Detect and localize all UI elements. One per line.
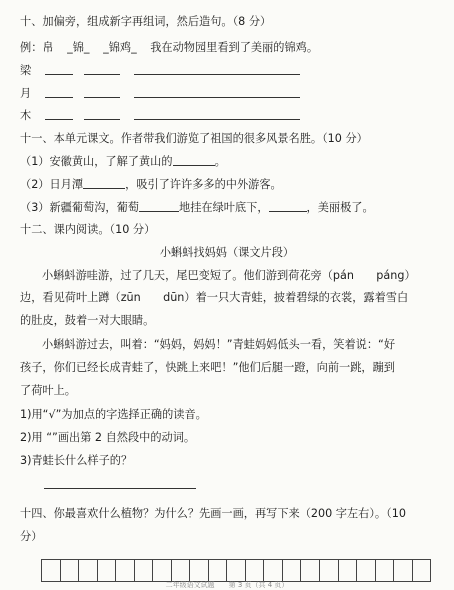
answer-blank[interactable] [45, 86, 73, 98]
answer-blank[interactable] [45, 108, 73, 120]
page-footer: 二年级语文试题 第 3 页（共 4 页） [165, 581, 289, 589]
writing-cell[interactable] [172, 560, 191, 581]
sub-question-1: 1)用“√”为加点的字选择正确的读音。 [20, 408, 207, 421]
q11-item-2 [20, 177, 282, 192]
passage-title: 小蝌蚪找妈妈（课文片段） [159, 246, 295, 259]
q10-char: 梁 [20, 64, 32, 77]
writing-cell[interactable] [209, 560, 228, 581]
q11-item-3-mid: 地挂在绿叶底下， [179, 201, 269, 214]
answer-blank[interactable] [84, 86, 120, 98]
passage-line: 的肚皮，鼓着一对大眼睛。 [20, 314, 155, 327]
writing-cell[interactable] [394, 560, 413, 581]
q10-example-blank2: _锦鸡_ [103, 41, 137, 54]
writing-cell[interactable] [283, 560, 302, 581]
q10-row-2 [20, 86, 300, 101]
answer-blank[interactable] [134, 86, 300, 98]
answer-line[interactable] [44, 488, 196, 489]
q12-title: 十二、课内阅读。（10 分） [20, 223, 156, 236]
writing-cell[interactable] [357, 560, 376, 581]
q14-title-line-2: 分） [20, 530, 43, 543]
sub-question-3: 3)青蛙长什么样子的？ [20, 454, 133, 467]
q11-item-3 [20, 200, 374, 215]
passage-line: 边，看见荷叶上蹲（zūn dūn）着一只大青蛙，披着碧绿的衣裳，露着雪白 [20, 291, 409, 304]
writing-cell[interactable] [413, 560, 431, 581]
answer-blank[interactable] [84, 63, 120, 75]
answer-blank[interactable] [134, 108, 300, 120]
q10-row-1 [20, 63, 300, 78]
answer-blank[interactable] [139, 200, 179, 212]
passage-line: 孩子，你们已经长成青蛙了，快跳上来吧！”他们后腿一蹬，向前一跳，蹦到 [20, 361, 395, 374]
writing-cell[interactable] [116, 560, 135, 581]
passage-line: 小蝌蚪游过去，叫着：“妈妈，妈妈！”青蛙妈妈低头一看，笑着说：“好 [42, 338, 396, 351]
writing-cell[interactable] [190, 560, 209, 581]
writing-cell[interactable] [79, 560, 98, 581]
writing-cell[interactable] [98, 560, 117, 581]
q10-title: 十、加偏旁，组成新字再组词，然后造句。（8 分） [20, 15, 272, 28]
q11-item-2-end: ，吸引了许许多多的中外游客。 [125, 178, 282, 191]
q10-row-3 [20, 108, 300, 123]
answer-blank[interactable] [134, 63, 300, 75]
answer-blank[interactable] [83, 177, 125, 189]
answer-blank[interactable] [173, 154, 215, 166]
writing-cell[interactable] [376, 560, 395, 581]
q11-item-2-text: （2）日月潭 [20, 178, 84, 191]
writing-cell[interactable] [320, 560, 339, 581]
writing-cell[interactable] [339, 560, 358, 581]
writing-cell[interactable] [227, 560, 246, 581]
answer-blank[interactable] [84, 108, 120, 120]
q10-example [20, 40, 318, 55]
answer-blank[interactable] [269, 200, 307, 212]
writing-cell[interactable] [135, 560, 154, 581]
q11-item-1 [20, 154, 226, 169]
passage-line: 了荷叶上。 [20, 384, 76, 397]
passage-line: 小蝌蚪游哇游，过了几天，尾巴变短了。他们游到荷花旁（pán páng） [42, 269, 416, 282]
writing-cell[interactable] [264, 560, 283, 581]
q10-example-sentence: 我在动物园里看到了美丽的锦鸡。 [150, 41, 319, 54]
q11-item-1-text: （1）安徽黄山，了解了黄山的 [20, 155, 173, 168]
q10-char: 月 [20, 87, 32, 100]
q10-example-prefix: 例：帛 [20, 41, 54, 54]
writing-cell[interactable] [246, 560, 265, 581]
writing-cell[interactable] [153, 560, 172, 581]
q11-item-3-text: （3）新疆葡萄沟，葡萄 [20, 201, 139, 214]
q10-char: 木 [20, 109, 32, 122]
sub-question-2: 2)用 “”画出第 2 自然段中的动词。 [20, 431, 196, 444]
q11-item-3-end: ，美丽极了。 [306, 201, 374, 214]
q14-title-line-1: 十四、你最喜欢什么植物？为什么？先画一画，再写下来（200 字左右）。（10 [20, 507, 406, 520]
writing-cell[interactable] [61, 560, 80, 581]
writing-cell[interactable] [301, 560, 320, 581]
q10-example-blank1: _锦_ [67, 41, 90, 54]
answer-blank[interactable] [45, 63, 73, 75]
q11-title: 十一、本单元课文。作者带我们游览了祖国的很多风景名胜。（10 分） [20, 132, 368, 145]
writing-cell[interactable] [42, 560, 61, 581]
q11-item-1-end: 。 [214, 155, 226, 168]
writing-grid [41, 559, 431, 582]
